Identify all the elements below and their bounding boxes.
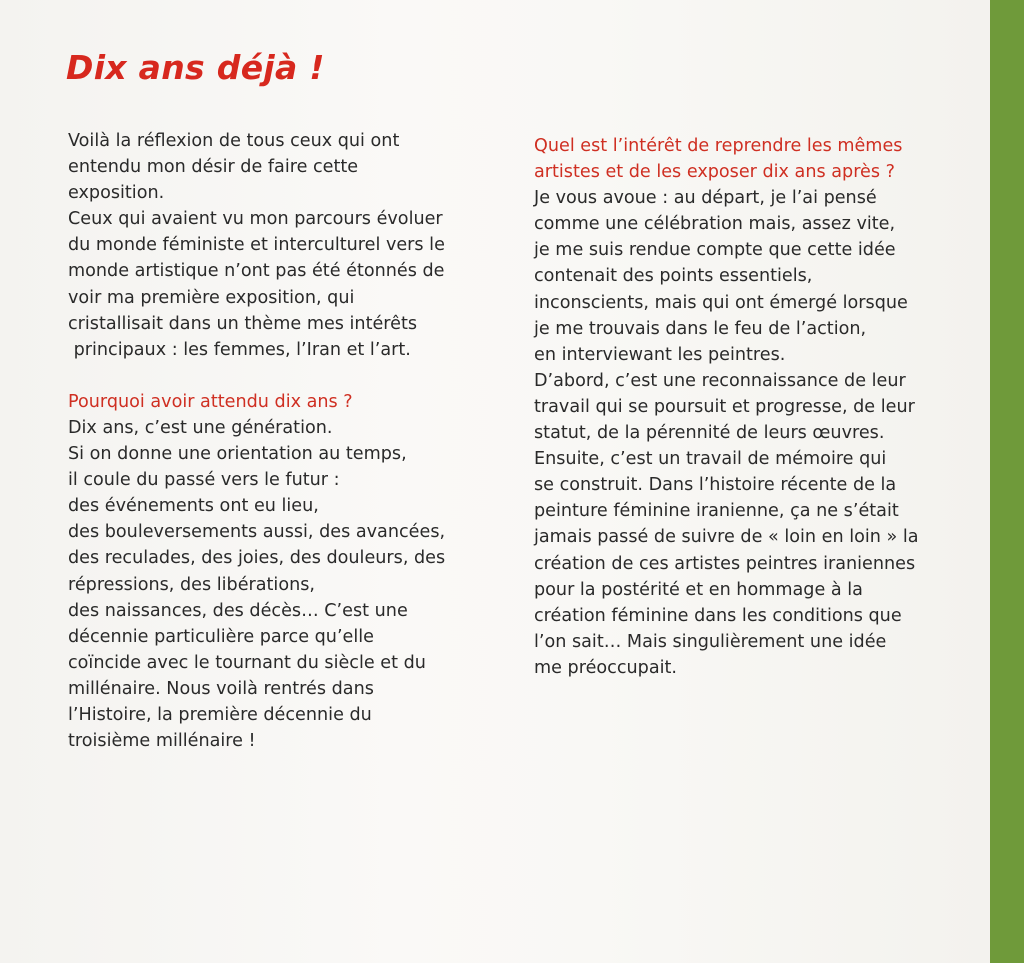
text-line: il coule du passé vers le futur : — [68, 470, 340, 491]
text-line: voir ma première exposition, qui — [68, 287, 355, 308]
side-color-strip — [990, 0, 1024, 963]
text-line: Si on donne une orientation au temps, — [68, 444, 407, 465]
text-line: principaux : les femmes, l’Iran et l’art. — [68, 339, 411, 360]
text-line: du monde féministe et interculturel vers le — [68, 235, 445, 256]
text-line: Je vous avoue : au départ, je l’ai pensé — [534, 188, 877, 209]
text-line: des reculades, des joies, des douleurs, des — [68, 548, 446, 569]
question-line: Quel est l’intérêt de reprendre les mêmes — [534, 136, 903, 156]
text-line: inconscients, mais qui ont émergé lorsque — [534, 292, 908, 313]
text-line: répressions, des libérations, — [68, 574, 315, 595]
text-line: comme une célébration mais, assez vite, — [534, 214, 896, 235]
text-line: Ceux qui avaient vu mon parcours évoluer — [68, 209, 443, 230]
text-line: exposition. — [68, 183, 165, 204]
text-line: jamais passé de suivre de « loin en loin » la — [534, 527, 919, 548]
page-title: Dix ans déjà ! — [66, 48, 325, 87]
text-line: Dix ans, c’est une génération. — [68, 417, 333, 438]
text-line: création de ces artistes peintres iraniennes — [534, 553, 916, 574]
text-line: des naissances, des décès… C’est une — [68, 600, 408, 621]
text-line: l’on sait… Mais singulièrement une idée — [534, 631, 887, 652]
text-line: me préoccupait. — [534, 657, 677, 678]
question-line: artistes et de les exposer dix ans après ? — [534, 162, 895, 183]
answer-paragraph — [534, 185, 964, 681]
text-line: troisième millénaire ! — [68, 731, 256, 752]
text-line: je me suis rendue compte que cette idée — [534, 240, 896, 261]
text-line: je me trouvais dans le feu de l’action, — [534, 318, 867, 339]
text-line: Ensuite, c’est un travail de mémoire qui — [534, 449, 887, 470]
text-line: coïncide avec le tournant du siècle et du — [68, 652, 426, 673]
left-column — [68, 128, 508, 754]
text-line: entendu mon désir de faire cette — [68, 157, 359, 178]
text-line: se construit. Dans l’histoire récente de la — [534, 475, 897, 496]
generation-paragraph — [68, 415, 508, 754]
text-line: millénaire. Nous voilà rentrés dans — [68, 678, 374, 699]
text-line: création féminine dans les conditions que — [534, 605, 902, 626]
paragraph-gap — [68, 363, 508, 389]
section-question — [534, 133, 964, 185]
text-line: cristallisait dans un thème mes intérêts — [68, 313, 418, 334]
text-line: des bouleversements aussi, des avancées, — [68, 522, 446, 543]
text-line: travail qui se poursuit et progresse, de leur — [534, 396, 915, 417]
text-line: D’abord, c’est une reconnaissance de leur — [534, 370, 906, 391]
text-line: l’Histoire, la première décennie du — [68, 704, 372, 725]
intro-paragraph — [68, 128, 508, 363]
text-line: pour la postérité et en hommage à la — [534, 579, 863, 600]
text-line: monde artistique n’ont pas été étonnés de — [68, 261, 445, 282]
right-column — [534, 133, 964, 681]
text-line: peinture féminine iranienne, ça ne s’était — [534, 501, 899, 522]
text-line: Voilà la réflexion de tous ceux qui ont — [68, 131, 400, 151]
text-line: contenait des points essentiels, — [534, 266, 813, 287]
text-line: décennie particulière parce qu’elle — [68, 626, 374, 647]
text-line: statut, de la pérennité de leurs œuvres. — [534, 423, 885, 444]
text-line: des événements ont eu lieu, — [68, 496, 319, 517]
text-line: en interviewant les peintres. — [534, 344, 786, 365]
section-question: Pourquoi avoir attendu dix ans ? — [68, 391, 353, 412]
